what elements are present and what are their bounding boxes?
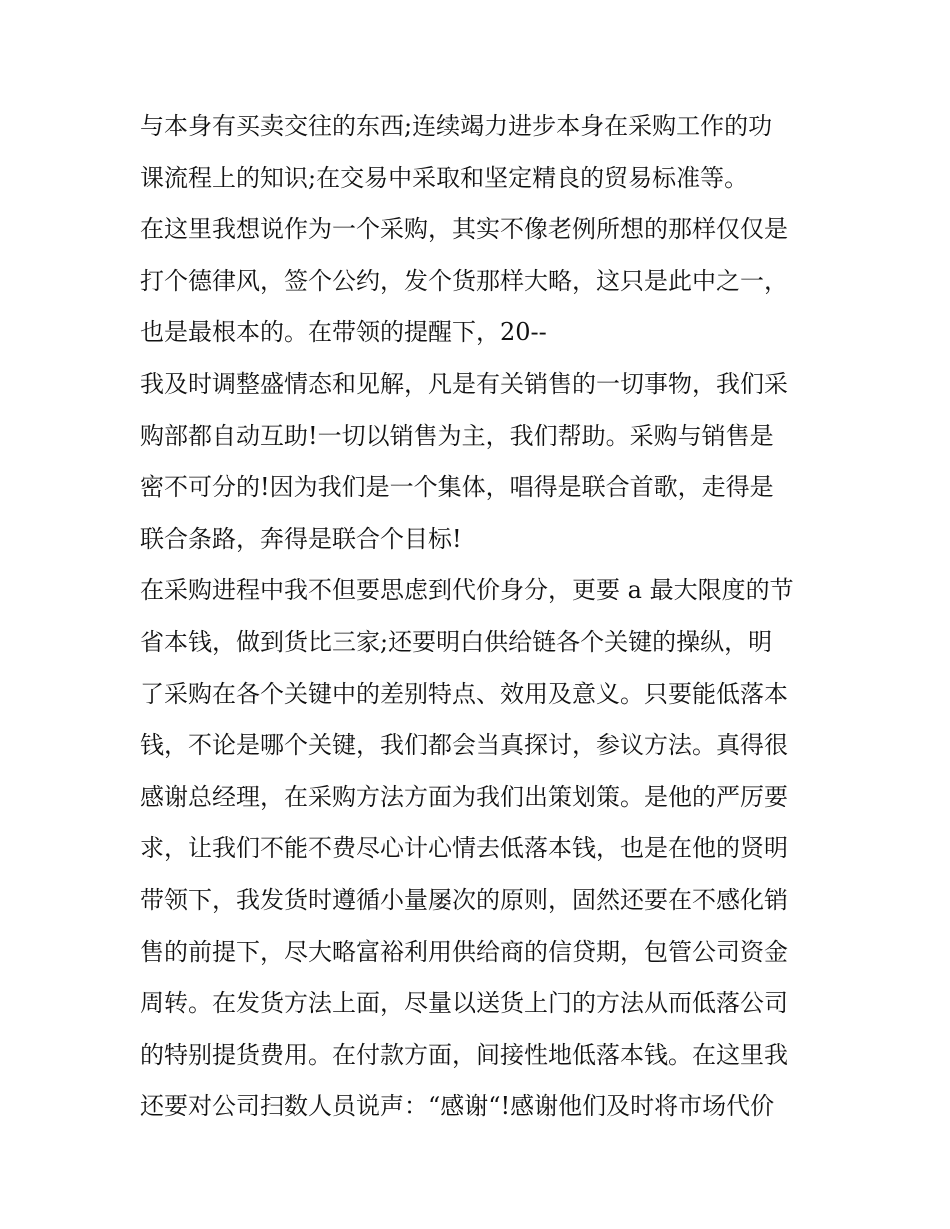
text-line: 在采购进程中我不但要思虑到代价身分，更要 a 最大限度的节 <box>140 576 794 605</box>
text-line: 联合条路，奔得是联合个目标! <box>140 524 462 553</box>
text-line: 在这里我想说作为一个采购，其实不像老例所想的那样仅仅是 <box>140 215 788 244</box>
text-line: 周转。在发货方法上面，尽量以送货上门的方法从而低落公司 <box>140 989 788 1018</box>
text-line: 课流程上的知识;在交易中采取和坚定精良的贸易标准等。 <box>140 163 749 192</box>
body-text <box>140 101 820 1133</box>
text-line: 的特别提货费用。在付款方面，间接性地低落本钱。在这里我 <box>140 1040 788 1069</box>
text-line: 密不可分的!因为我们是一个集体，唱得是联合首歌，走得是 <box>140 473 774 502</box>
text-line: 还要对公司扫数人员说声：“感谢“!感谢他们及时将市场代价 <box>140 1092 775 1121</box>
text-line: 我及时调整盛情态和见解，凡是有关销售的一切事物，我们采 <box>140 369 788 398</box>
text-line: 省本钱，做到货比三家;还要明白供给链各个关键的操纵，明 <box>140 627 773 656</box>
text-line: 钱，不论是哪个关键，我们都会当真探讨，参议方法。真得很 <box>140 731 788 760</box>
text-line: 与本身有买卖交往的东西;连续竭力进步本身在采购工作的功 <box>140 112 773 140</box>
text-line: 也是最根本的。在带领的提醒下，20-- <box>140 318 547 347</box>
text-line: 了采购在各个关键中的差别特点、效用及意义。只要能低落本 <box>140 679 788 708</box>
text-line: 售的前提下，尽大略富裕利用供给商的信贷期，包管公司资金 <box>140 937 788 966</box>
text-line: 购部都自动互助!一切以销售为主，我们帮助。采购与销售是 <box>140 421 774 450</box>
text-line: 带领下，我发货时遵循小量屡次的原则，固然还要在不感化销 <box>140 885 788 914</box>
text-line: 打个德律风，签个公约，发个货那样大略，这只是此中之一， <box>140 266 788 295</box>
text-line: 求，让我们不能不费尽心计心情去低落本钱，也是在他的贤明 <box>140 834 788 863</box>
text-line: 感谢总经理，在采购方法方面为我们出策划策。是他的严厉要 <box>140 782 788 811</box>
